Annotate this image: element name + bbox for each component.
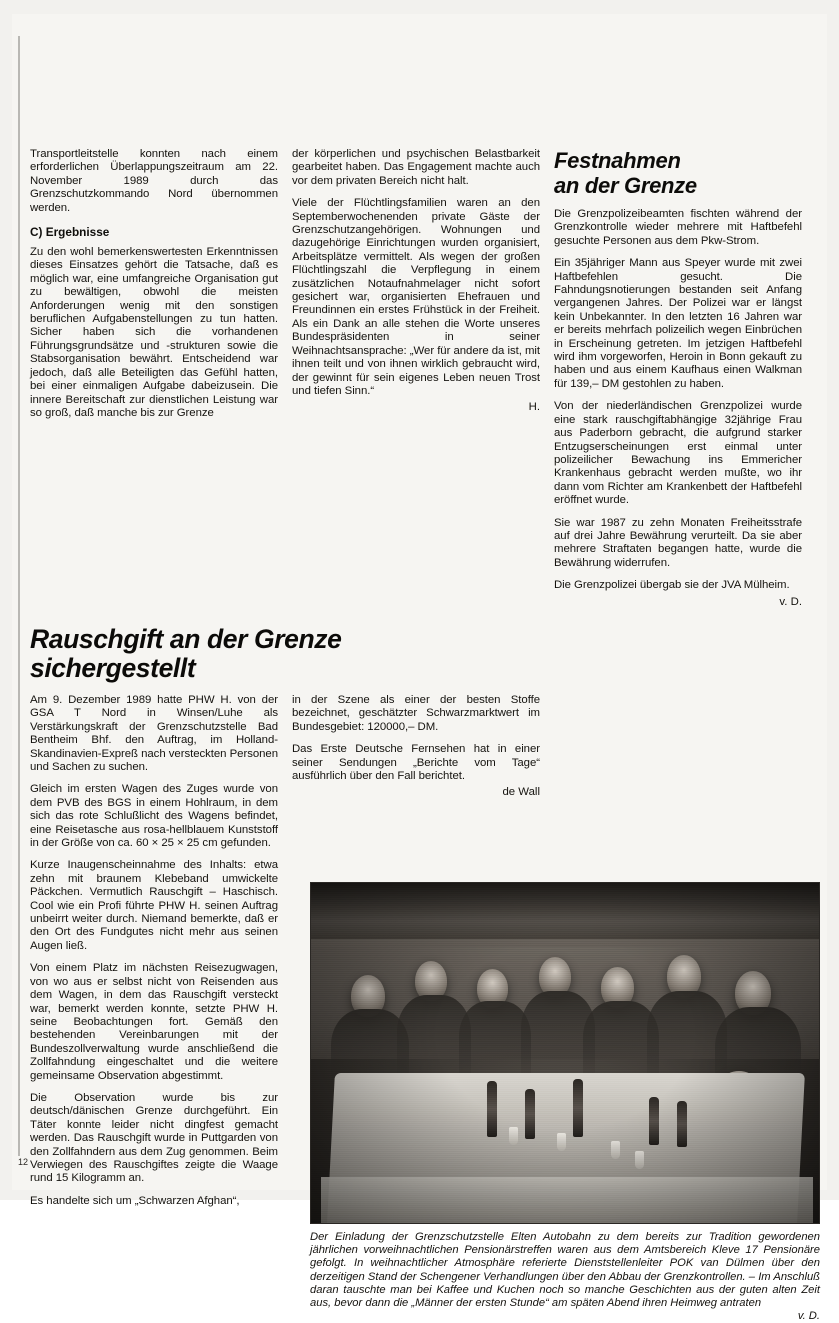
rauschgift-c1-p6: Es handelte sich um „Schwarzen Afghan“, [30, 1194, 240, 1207]
col3-paragraph-5: Die Grenzpolizei übergab sie der JVA Mülheim. [554, 579, 790, 592]
column-two [292, 148, 540, 609]
photo-caption-signature: v. D. [797, 1310, 820, 1323]
rauschgift-headline [30, 625, 540, 683]
col2-signature: H. [528, 401, 540, 414]
col3-paragraph-2: Ein 35jähriger Mann aus Speyer wurde mit zwei Haftbefehlen gesucht. Die Fahndungsnotierungen bestanden seit Anfang vergangenen Jahres. Der Polizei war er längst kein Unbekannter. In den letzten 16 Jahren war er bereits mehrfach polizeilich wegen Einbrüchen in Erscheinung getreten. Im jetzigen Haftbefehl wird ihm vorgeworfen, Heroin in Bonn gekauft zu haben und aus einem Kaufhaus einen Walkman für 139,– DM gestohlen zu haben. [554, 257, 802, 390]
rauschgift-c2-p1: in der Szene als einer der besten Stoffe bezeichnet, geschätzter Schwarzmarktwert im Bundesgebiet: 120000,– DM. [292, 693, 540, 733]
rauschgift-c1-p4: Von einem Platz im nächsten Reisezugwagen, von wo aus er selbst nicht von Reisenden aus dem Wagen, in dem das Rauschgift versteckt war, bemerkt werden konnte, setzte PHW H. seine Beobachtungen fort. Gemäß den bestehenden Vereinbarungen mit der Bundeszollverwaltung wurde anschließend die Zollfahndung eingeschaltet und die weitere gemeinsame Observation abgestimmt. [30, 962, 278, 1082]
col3-paragraph-3: Von der niederländischen Grenzpolizei wurde eine stark rauschgiftabhängige 32jährige Frau aus Paderborn gebracht, die aufgrund starker Entzugserscheinungen erst einmal unter polizeilicher Bewachung ins Emmericher Krankenhaus gebracht werden mußte, wo ihr dann vom Richter am Krankenbett der Haftbefehl eröffnet wurde. [554, 400, 802, 507]
col3-paragraph-4: Sie war 1987 zu zehn Monaten Freiheitsstrafe auf drei Jahre Bewährung verurteilt. Da sie aber mehrere Straftaten begangen hatte, wurde die Bewährung widerrufen. [554, 516, 802, 569]
rauschgift-c1-p2: Gleich im ersten Wagen des Zuges wurde von dem PVB des BGS in einem Hohlraum, in dem sich das rote Schlußlicht des Wagens befindet, eine Reisetasche aus rosa-hellblauem Kunststoff in der Größe von ca. 60 × 25 × 25 cm gefunden. [30, 783, 278, 850]
rauschgift-c1-p3: Kurze Inaugenscheinnahme des Inhalts: etwa zehn mit braunem Klebeband umwickelte Päckchen. Vermutlich Rauschgift – Haschisch. Cool wie ein Profi führte PHW H. seinen Auftrag unbeirrt weiter durch. Niemand bemerkte, daß er den Ort des Fundgutes nicht mehr aus seinen Augen ließ. [30, 859, 278, 952]
col3-paragraph-1: Die Grenzpolizeibeamten fischten während der Grenzkontrolle wieder mehrere mit Haftbefehl gesuchte Personen aus dem Pkw-Strom. [554, 208, 802, 247]
photo-caption [310, 1231, 820, 1323]
festnahmen-title-line2: an der Grenze [554, 173, 697, 198]
top-columns [30, 148, 802, 609]
col3-signature: v. D. [779, 595, 802, 608]
column-one [30, 148, 278, 609]
rauschgift-c1-p1: Am 9. Dezember 1989 hatte PHW H. von der GSA T Nord in Winsen/Luhe als Verstärkungskraft der Grenzschutzstelle Bad Bentheim Bhf. den Auftrag, im Holland-Skandinavien-Expreß nach versteckten Personen und Sachen zu suchen. [30, 693, 278, 773]
rauschgift-headline-line1: Rauschgift an der Grenze [30, 623, 342, 654]
page-number: 12 [18, 1157, 29, 1167]
festnahmen-title [554, 148, 802, 198]
col1-paragraph-1: Transportleitstelle konnten nach einem erforderlichen Überlappungszeitraum am 22. November 1989 durch das Grenzschutzkommando Nord übernommen werden. [30, 148, 278, 214]
col2-paragraph-1: der körperlichen und psychischen Belastbarkeit gearbeitet haben. Das Engagement machte auch vor dem privaten Bereich nicht halt. [292, 148, 540, 187]
festnahmen-title-line1: Festnahmen [554, 148, 681, 173]
left-margin-rule [18, 36, 20, 1156]
rauschgift-c1-p5: Die Observation wurde bis zur deutsch/dänischen Grenze durchgeführt. Ein Täter konnte leider nicht dingfest gemacht werden. Das Rauschgift wurde in Puttgarden von den Zollfahndern aus dem Zug genommen. Beim Verwiegen des Rauschgiftes zeigte die Waage rund 15 Kilogramm an. [30, 1091, 278, 1185]
col1-subheading: C) Ergebnisse [30, 225, 110, 240]
banquet-photo [310, 882, 820, 1224]
col1-paragraph-2: Zu den wohl bemerkenswertesten Erkenntnissen dieses Einsatzes gehört die Tatsache, daß es möglich war, eine umfangreiche Organisation gut zu bewältigen, obwohl die meisten Anforderungen wenig mit den sonstigen beruflichen Aufgabenstellungen zu tun hatten. Sicher haben sich die vorhandenen Führungsgrundsätze und -strukturen sowie die Stabsorganisation bewährt. Entscheidend war jedoch, daß alle Beteiligten das Gefühl hatten, bei einer einmaligen Aufgabe dabeizusein. Die innere Bereitschaft zur dienstlichen Leistung war so groß, daß manche bis zur Grenze [30, 246, 278, 419]
photo-block [310, 882, 820, 1323]
rauschgift-column-one [30, 694, 278, 1208]
rauschgift-headline-line2: sichergestellt [30, 652, 196, 683]
photo-caption-text: Der Einladung der Grenzschutzstelle Elten Autobahn zu dem bereits zur Tradition gewordenen jährlichen vorweihnachtlichen Pensionärstreffen waren aus dem Amtsbereich Kleve 17 Pensionäre gefolgt. In weihnachtlicher Atmosphäre referierte Dienststellenleiter POK van Dülmen über den derzeitigen Stand der Schengener Verhandlungen über den Abbau der Grenzkontrollen. – Im Anschluß daran tauschte man bei Kaffee und Kuchen noch so manche Geschichten aus der guten alten Zeit aus, bevor dann die „Männer der ersten Stunde“ am späten Abend ihren Heimweg antraten [310, 1231, 820, 1310]
rauschgift-signature: de Wall [502, 786, 540, 799]
column-three [554, 148, 802, 609]
rauschgift-c2-p2: Das Erste Deutsche Fernsehen hat in einer seiner Sendungen „Berichte vom Tage“ ausführlich über den Fall berichtet. [292, 743, 540, 782]
photo-vignette [311, 883, 819, 1223]
col2-paragraph-2: Viele der Flüchtlingsfamilien waren an den Septemberwochenenden private Gäste der Grenzschutzangehörigen. Wohnungen und dazugehörige Einrichtungen wurden organisiert, Arbeitsplätze vermittelt. Als wegen der großen Flüchtlingszahl die Verpflegung in einem zusätzlichen Notaufnahmelager nicht sofort gesichert war, organisierten Ehefrauen und Freundinnen ein erstes Frühstück in der Freiheit. Als ein Dank an alle stehen die Worte unseres Bundespräsidenten in seiner Weihnachtsansprache: „Wer für andere da ist, mit ihnen teilt und von ihnen wirklich gebraucht wird, der gewinnt für sein eigenes Leben neuen Trost und tiefen Sinn.“ [292, 197, 540, 397]
